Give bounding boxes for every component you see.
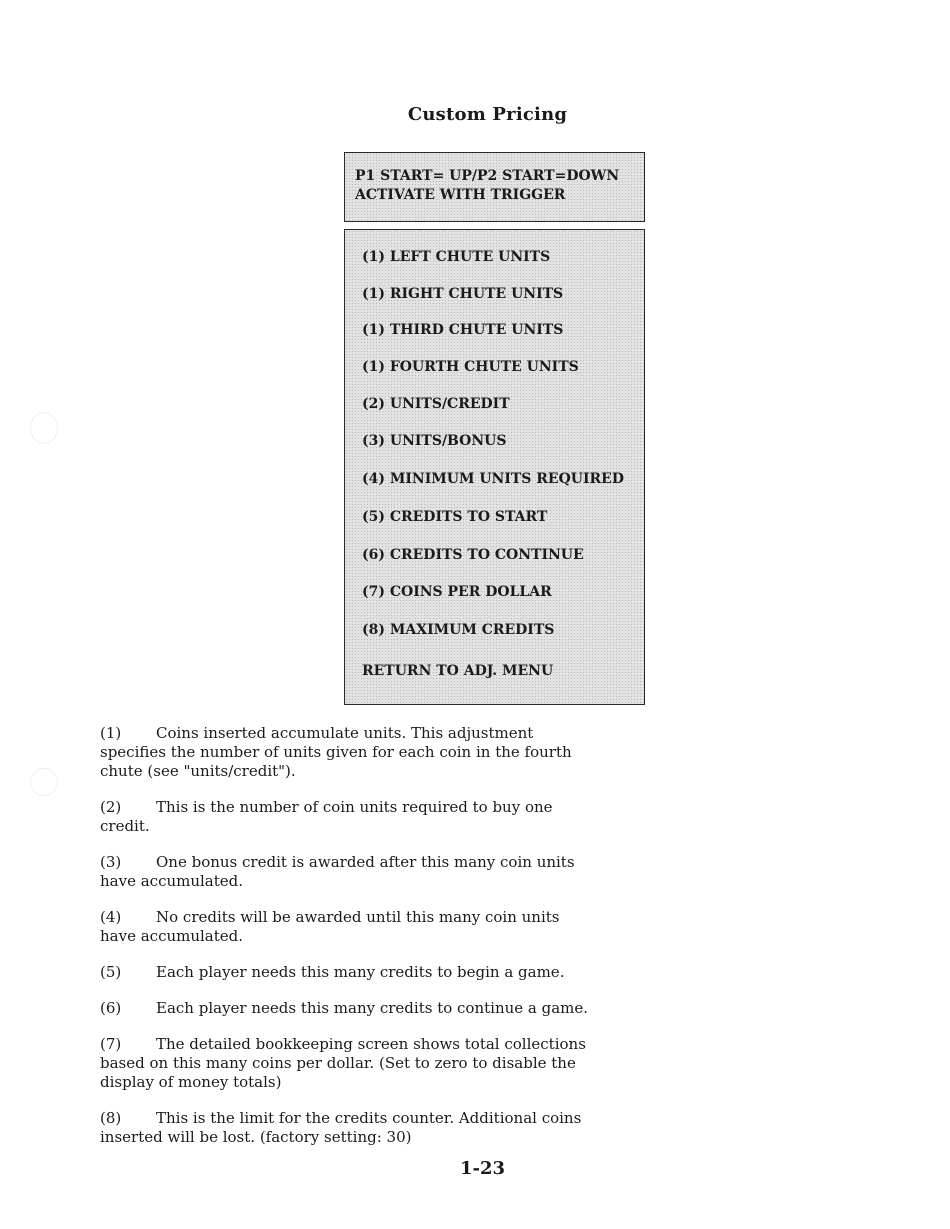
notes-list [100, 724, 595, 1164]
note [100, 853, 595, 891]
scan-mark [30, 412, 58, 444]
menu-item-units-per-credit[interactable]: (2) UNITS/CREDIT [362, 396, 510, 412]
note-text: No credits will be awarded until this many coin units have accumulated. [100, 908, 560, 945]
page-number: 1-23 [459, 1158, 506, 1179]
menu-item-maximum-credits[interactable]: (8) MAXIMUM CREDITS [362, 622, 555, 638]
header-line-controls: P1 START= UP/P2 START=DOWN [355, 168, 620, 184]
note-number: (7) [100, 1035, 122, 1053]
custom-pricing-menu [344, 229, 645, 705]
note [100, 724, 595, 781]
note-number: (1) [100, 724, 122, 742]
note [100, 963, 595, 982]
menu-item-third-chute-units[interactable]: (1) THIRD CHUTE UNITS [362, 322, 564, 338]
note-number: (4) [100, 908, 122, 926]
menu-item-credits-to-continue[interactable]: (6) CREDITS TO CONTINUE [362, 547, 584, 563]
note-number: (6) [100, 999, 122, 1017]
note [100, 1109, 595, 1147]
operator-screen-header [344, 152, 645, 222]
note-number: (5) [100, 963, 122, 981]
note [100, 1035, 595, 1092]
note-text: Coins inserted accumulate units. This adjustment specifies the number of units given for each coin in the fourth chute (see "units/credit"). [100, 724, 572, 780]
scan-mark [30, 768, 58, 796]
menu-item-return-to-adj-menu[interactable]: RETURN TO ADJ. MENU [362, 663, 554, 679]
page-title: Custom Pricing [407, 104, 568, 125]
note-text: The detailed bookkeeping screen shows total collections based on this many coins per dollar. (Set to zero to disable the display of money totals) [100, 1035, 586, 1091]
note-text: This is the number of coin units required to buy one credit. [100, 798, 553, 835]
header-line-activate: ACTIVATE WITH TRIGGER [355, 187, 566, 203]
note-number: (3) [100, 853, 122, 871]
menu-item-units-per-bonus[interactable]: (3) UNITS/BONUS [362, 433, 507, 449]
note [100, 999, 595, 1018]
note [100, 908, 595, 946]
note-text: Each player needs this many credits to continue a game. [156, 999, 589, 1017]
note-number: (2) [100, 798, 122, 816]
menu-item-coins-per-dollar[interactable]: (7) COINS PER DOLLAR [362, 584, 552, 600]
menu-item-fourth-chute-units[interactable]: (1) FOURTH CHUTE UNITS [362, 359, 579, 375]
note-text: This is the limit for the credits counter. Additional coins inserted will be lost. (factory setting: 30) [100, 1109, 582, 1146]
note-number: (8) [100, 1109, 122, 1127]
note-text: Each player needs this many credits to begin a game. [156, 963, 565, 981]
menu-item-credits-to-start[interactable]: (5) CREDITS TO START [362, 509, 548, 525]
note-text: One bonus credit is awarded after this many coin units have accumulated. [100, 853, 575, 890]
menu-item-minimum-units[interactable]: (4) MINIMUM UNITS REQUIRED [362, 471, 624, 487]
menu-item-right-chute-units[interactable]: (1) RIGHT CHUTE UNITS [362, 286, 564, 302]
note [100, 798, 595, 836]
menu-item-left-chute-units[interactable]: (1) LEFT CHUTE UNITS [362, 249, 551, 265]
